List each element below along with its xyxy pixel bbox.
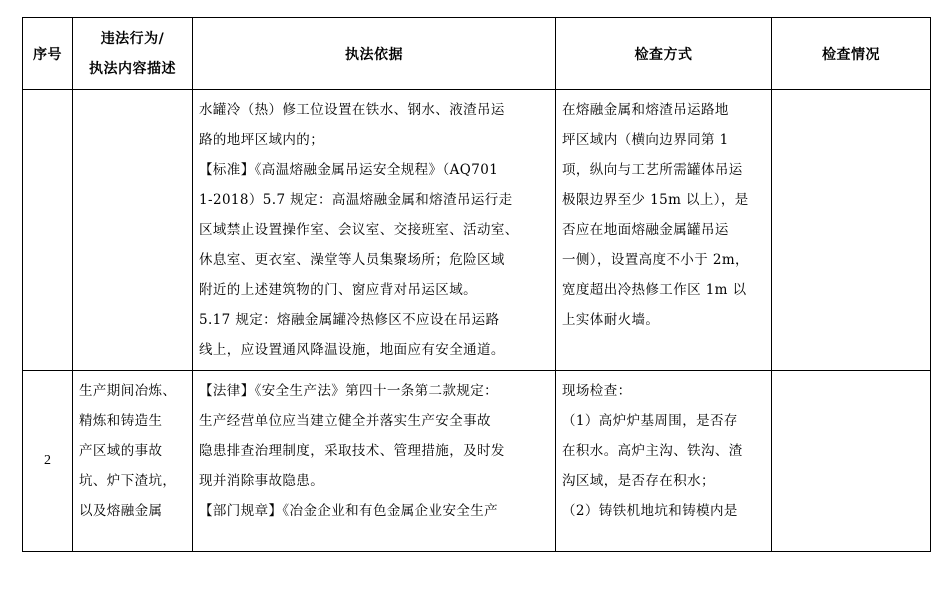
basis-line: 休息室、更衣室、澡堂等人员集聚场所；危险区域: [199, 252, 505, 268]
method-line: 项，纵向与工艺所需罐体吊运: [562, 162, 743, 178]
row-seq: 2: [23, 371, 73, 552]
basis-line: 现并消除事故隐患。: [199, 473, 325, 489]
violation-line: 精炼和铸造生: [79, 413, 163, 429]
enforcement-table: [22, 17, 931, 552]
basis-line: 水罐冷（热）修工位设置在铁水、钢水、液渣吊运: [199, 102, 505, 118]
method-line: 在熔融金属和熔渣吊运路地: [562, 102, 729, 118]
violation-line: 以及熔融金属: [79, 503, 163, 519]
table-header-row: [23, 18, 931, 90]
row-basis: [193, 371, 556, 552]
table-row: [23, 371, 931, 552]
header-violation-line1: 违法行为/: [100, 30, 165, 47]
basis-line: 【标准】《高温熔融金属吊运安全规程》（AQ701: [199, 162, 499, 178]
method-line: 一侧），设置高度不小于 2m，: [562, 252, 749, 268]
violation-line: 坑、炉下渣坑，: [79, 473, 177, 489]
basis-line: 5.17 规定：熔融金属罐冷热修区不应设在吊运路: [199, 312, 500, 328]
method-line: 坪区域内（横向边界同第 1: [562, 132, 729, 148]
method-line: 沟区域，是否存在积水；: [562, 473, 715, 489]
table-row: [23, 90, 931, 371]
basis-line: 区域禁止设置操作室、会议室、交接班室、活动室、: [199, 222, 519, 238]
row-seq: [23, 90, 73, 371]
row-violation: [73, 371, 193, 552]
method-line: 上实体耐火墙。: [562, 312, 660, 328]
violation-line: 产区域的事故: [79, 443, 163, 459]
method-line: 否应在地面熔融金属罐吊运: [562, 222, 729, 238]
row-status: [772, 371, 931, 552]
basis-line: 生产经营单位应当建立健全并落实生产安全事故: [199, 413, 491, 429]
method-line: 在积水。高炉主沟、铁沟、渣: [562, 443, 743, 459]
method-line: 宽度超出冷热修工作区 1m 以: [562, 282, 747, 298]
basis-line: 隐患排查治理制度，采取技术、管理措施，及时发: [199, 443, 505, 459]
method-line: （2）铸铁机地坑和铸模内是: [562, 503, 738, 519]
row-basis: [193, 90, 556, 371]
header-violation-line2: 执法内容描述: [89, 60, 176, 77]
header-seq: 序号: [23, 18, 73, 90]
method-line: 现场检查：: [562, 383, 632, 399]
header-violation: [73, 18, 193, 90]
row-violation: [73, 90, 193, 371]
basis-line: 附近的上述建筑物的门、窗应背对吊运区域。: [199, 282, 477, 298]
header-method: 检查方式: [556, 18, 772, 90]
header-basis: 执法依据: [193, 18, 556, 90]
basis-line: 1-2018）5.7 规定：高温熔融金属和熔渣吊运行走: [199, 192, 513, 208]
basis-line: 路的地坪区域内的；: [199, 132, 325, 148]
row-method: [556, 90, 772, 371]
basis-line: 【部门规章】《冶金企业和有色金属企业安全生产: [199, 503, 499, 519]
basis-line: 【法律】《安全生产法》第四十一条第二款规定：: [199, 383, 499, 399]
method-line: （1）高炉炉基周围，是否存: [562, 413, 738, 429]
row-method: [556, 371, 772, 552]
violation-line: 生产期间冶炼、: [79, 383, 177, 399]
row-status: [772, 90, 931, 371]
method-line: 极限边界至少 15m 以上），是: [562, 192, 749, 208]
header-status: 检查情况: [772, 18, 931, 90]
basis-line: 线上，应设置通风降温设施，地面应有安全通道。: [199, 342, 505, 358]
